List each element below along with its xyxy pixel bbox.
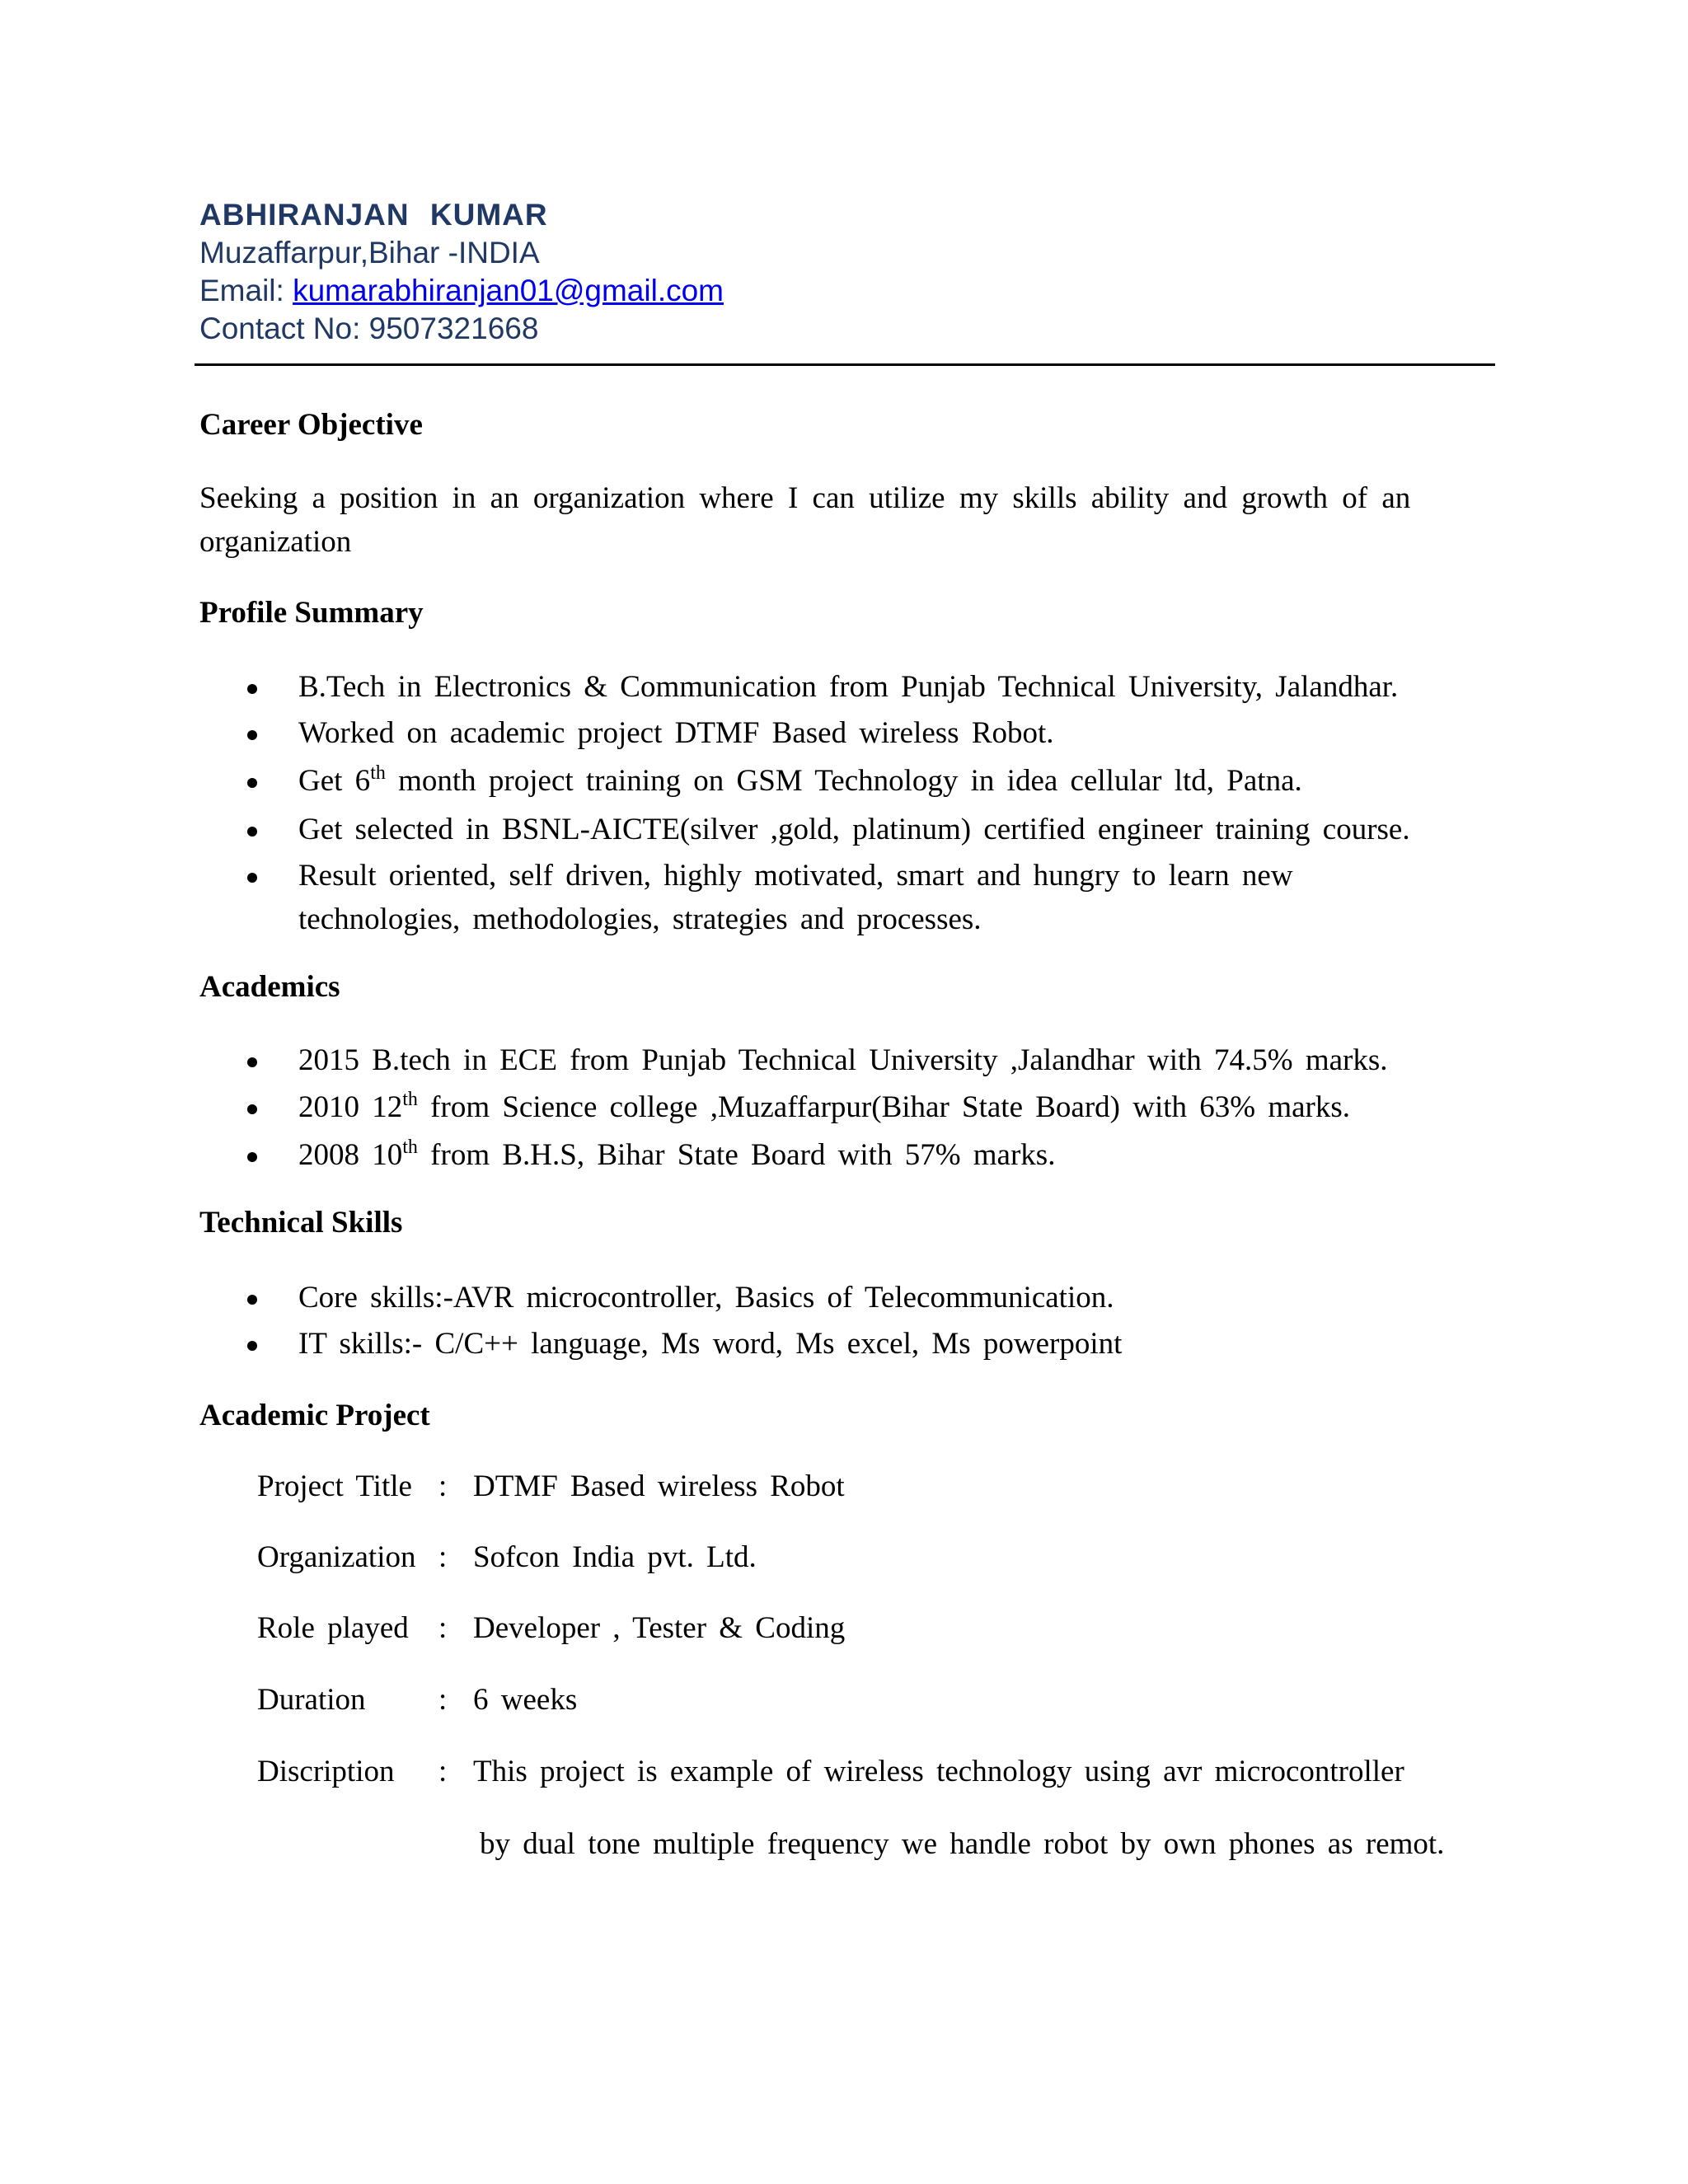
- project-row-label: Duration: [257, 1683, 366, 1717]
- project-row-colon: :: [438, 1540, 448, 1574]
- list-item-text: - C/C++ language, Ms word, Ms excel, Ms powerpoint: [411, 1327, 1123, 1361]
- contact-number: Contact No: 9507321668: [199, 312, 539, 345]
- list-item-text: from B.H.S, Bihar State Board with 57% marks.: [417, 1138, 1056, 1172]
- bullet-icon: [247, 1341, 257, 1351]
- project-description-continuation: [480, 1826, 1444, 1863]
- skill-label: IT skills:: [298, 1327, 412, 1361]
- list-item: [199, 711, 1518, 755]
- project-row-colon: :: [438, 1683, 448, 1717]
- candidate-name: ABHIRANJAN KUMAR: [199, 198, 548, 232]
- list-item-text: 2008 10: [298, 1138, 403, 1172]
- career-objective-heading: Career Objective: [199, 408, 423, 442]
- project-row-colon: :: [438, 1755, 448, 1788]
- list-item: [199, 1133, 1518, 1177]
- project-row-value: DTMF Based wireless Robot: [473, 1469, 845, 1503]
- email-link[interactable]: kumarabhiranjan01@gmail.com: [293, 274, 724, 307]
- list-item-text: Get 6: [298, 764, 371, 798]
- list-item: [199, 665, 1518, 709]
- project-row-label: Project Title: [257, 1469, 412, 1503]
- project-row-value: This project is example of wireless technology using avr microcontroller: [473, 1755, 1404, 1788]
- skill-label: Core skills:: [298, 1281, 443, 1315]
- project-row-label: Organization: [257, 1540, 416, 1574]
- bullet-icon: [247, 1057, 257, 1067]
- bullet-icon: [247, 873, 257, 883]
- bullet-icon: [247, 1152, 257, 1162]
- list-item: [199, 1276, 1518, 1319]
- project-row-value: 6 weeks: [473, 1683, 578, 1717]
- ordinal-suffix: th: [402, 1089, 418, 1110]
- academic-project-heading: Academic Project: [199, 1399, 430, 1432]
- list-item-text: from Science college ,Muzaffarpur(Bihar State Board) with 63% marks.: [417, 1090, 1351, 1124]
- list-item-text: -AVR microcontroller, Basics of Telecommunication.: [443, 1281, 1114, 1315]
- bullet-icon: [247, 730, 257, 740]
- email-line: [199, 272, 724, 310]
- profile-summary-heading: Profile Summary: [199, 596, 424, 630]
- bullet-icon: [247, 827, 257, 837]
- academics-heading: Academics: [199, 970, 340, 1004]
- description-continuation-text: by dual tone multiple frequency we handle robot by own phones as remot.: [480, 1827, 1445, 1861]
- project-row-colon: :: [438, 1469, 448, 1503]
- list-item: [199, 1085, 1518, 1129]
- project-row-value: Sofcon India pvt. Ltd.: [473, 1540, 757, 1574]
- bullet-icon: [247, 684, 257, 694]
- header-divider: [195, 363, 1495, 366]
- project-row-label: Discription: [257, 1755, 395, 1788]
- project-row-colon: :: [438, 1611, 448, 1645]
- profile-summary-list: [199, 665, 1518, 941]
- list-item-text: month project training on GSM Technology in idea cellular ltd, Patna.: [385, 764, 1302, 798]
- list-item-text: 2015 B.tech in ECE from Punjab Technical University ,Jalandhar with 74.5% marks.: [298, 1043, 1388, 1077]
- ordinal-suffix: th: [370, 762, 386, 784]
- list-item: [199, 759, 1518, 803]
- candidate-location: Muzaffarpur,Bihar -INDIA: [199, 236, 540, 269]
- academics-list: [199, 1038, 1518, 1177]
- technical-skills-heading: Technical Skills: [199, 1206, 403, 1240]
- project-row-value: Developer , Tester & Coding: [473, 1611, 846, 1645]
- ordinal-suffix: th: [402, 1137, 418, 1158]
- list-item-text: 2010 12: [298, 1090, 403, 1124]
- list-item-text: B.Tech in Electronics & Communication from Punjab Technical University, Jalandhar.: [298, 670, 1399, 704]
- list-item: [199, 854, 1436, 941]
- list-item-text: Worked on academic project DTMF Based wireless Robot.: [298, 716, 1054, 750]
- email-label: Email:: [199, 274, 284, 307]
- bullet-icon: [247, 1295, 257, 1305]
- list-item: [199, 808, 1518, 851]
- list-item-text: Result oriented, self driven, highly motivated, smart and hungry to learn new technologies, methodologies, strategies and processes.: [298, 859, 1293, 936]
- list-item: [199, 1322, 1518, 1366]
- project-row-label: Role played: [257, 1611, 409, 1645]
- bullet-icon: [247, 778, 257, 788]
- technical-skills-list: [199, 1276, 1518, 1366]
- contact-header: [199, 196, 724, 348]
- bullet-icon: [247, 1104, 257, 1114]
- list-item: [199, 1038, 1518, 1082]
- career-objective-text: Seeking a position in an organization where I can utilize my skills ability and growth of an organization: [199, 481, 1411, 559]
- list-item-text: Get selected in BSNL-AICTE(silver ,gold, platinum) certified engineer training course.: [298, 813, 1410, 846]
